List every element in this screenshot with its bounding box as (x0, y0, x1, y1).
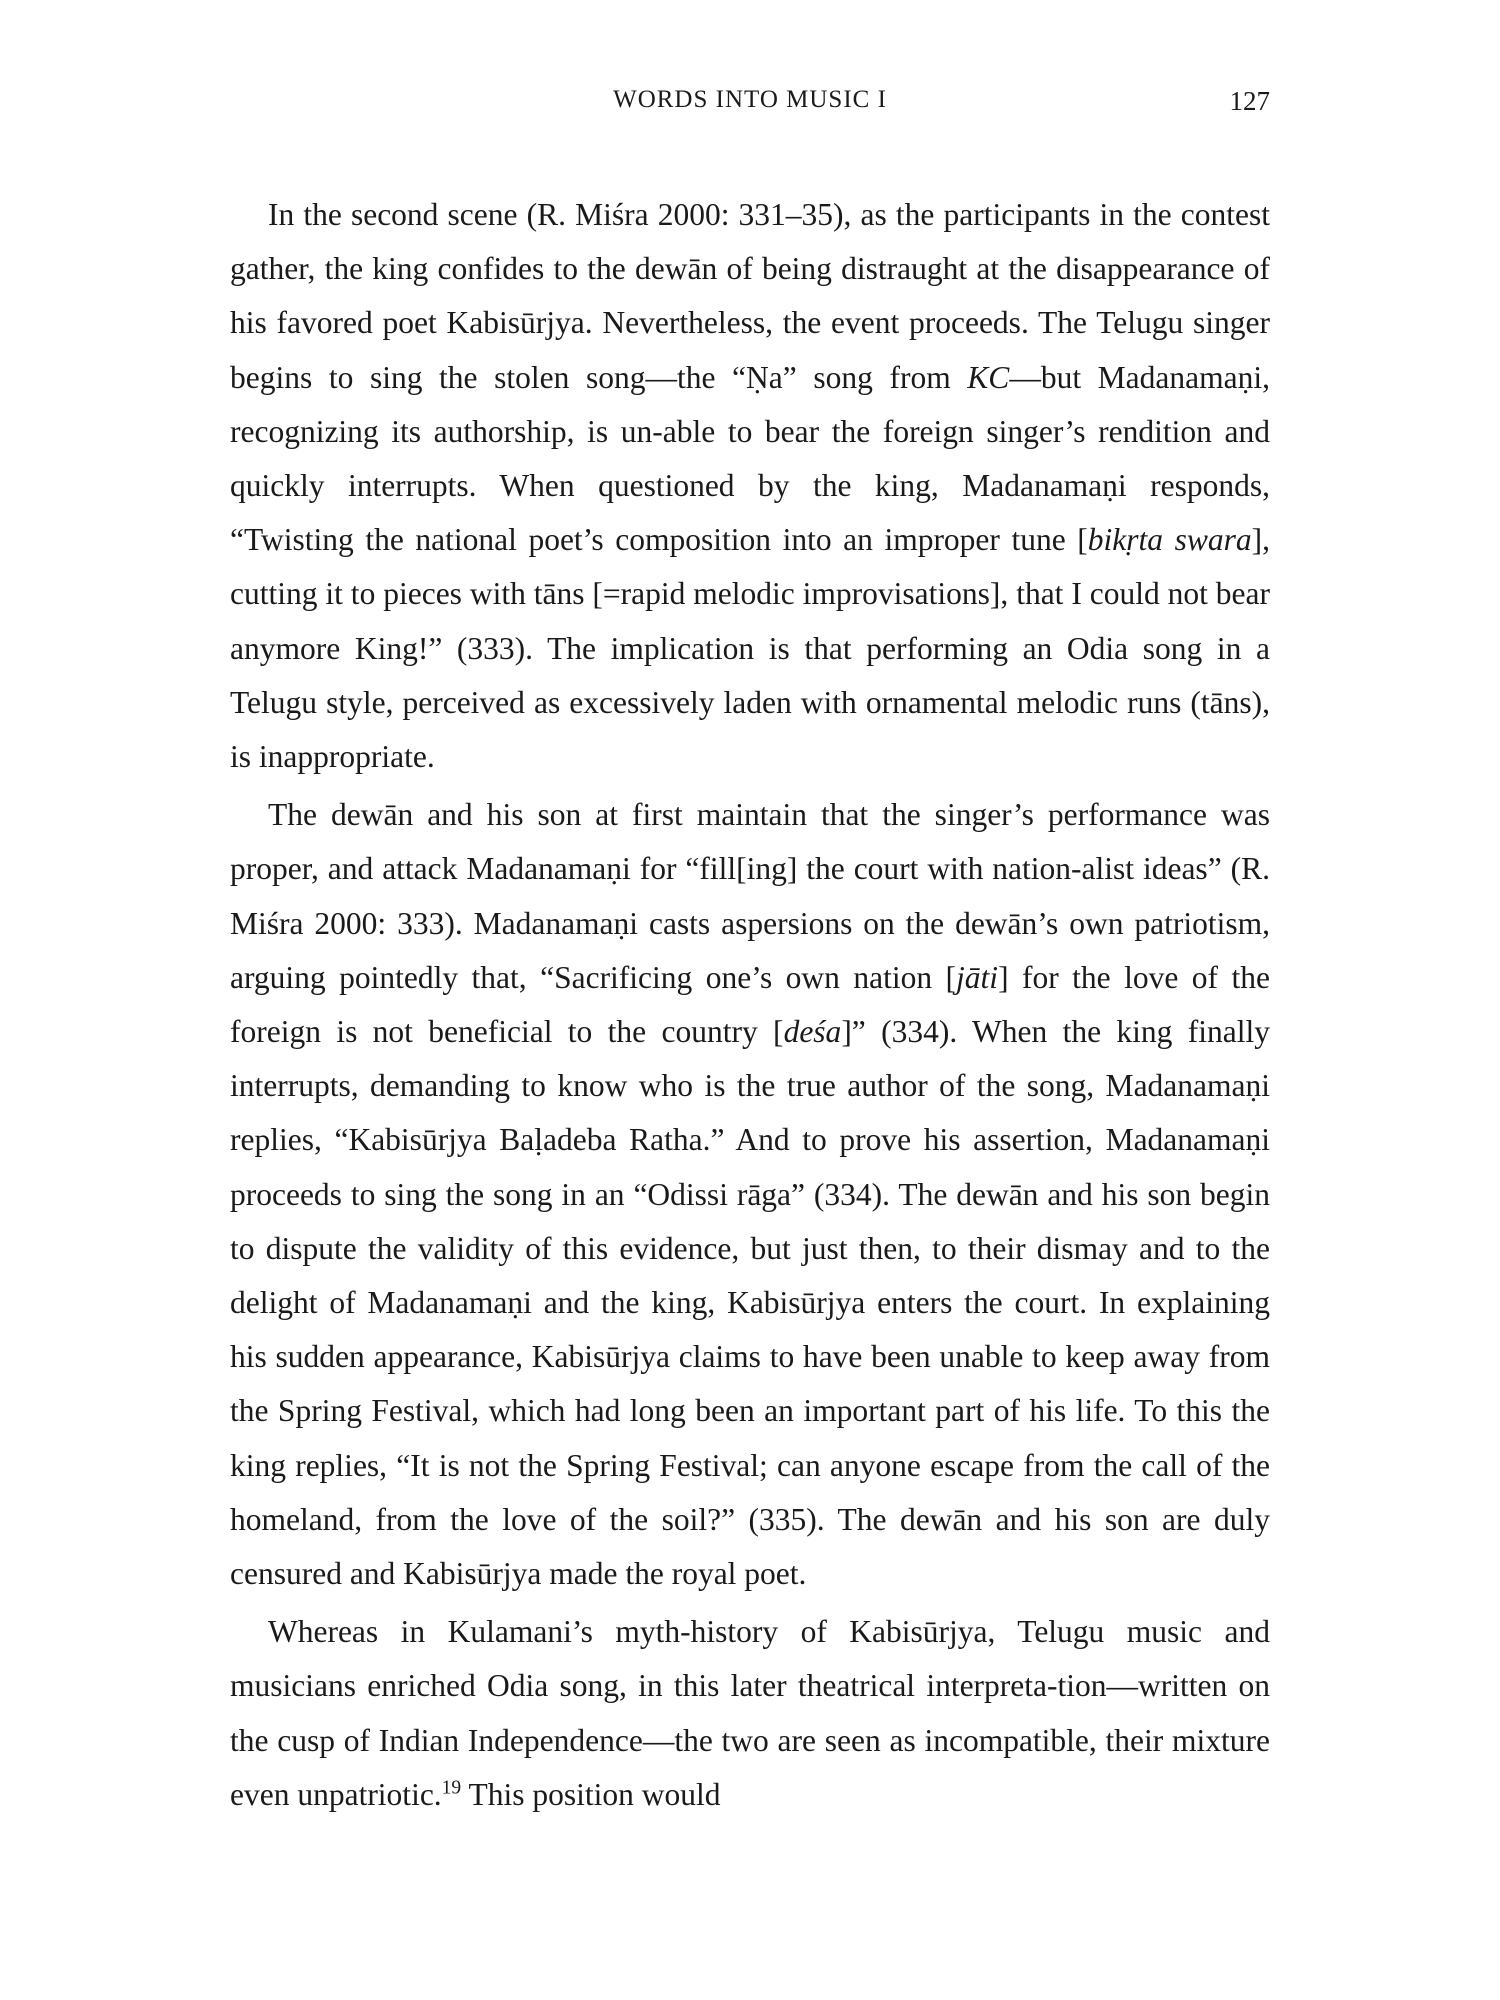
body-text (230, 188, 1270, 1822)
paragraph-1 (230, 188, 1270, 784)
paragraph-3-part-1: Whereas in Kulamani’s myth-history of Kabisūrjya, Telugu music and musicians enriched Odia song, in this later theatrical interpreta-tion—written on the cusp of Indian Independence—the two are seen as incompatible, their mixture even unpatriotic. (230, 1614, 1270, 1812)
paragraph-2-part-3: ]” (334). When the king finally interrupts, demanding to know who is the true author of the song, Madanamaṇi replies, “Kabisūrjya Baḷadeba Ratha.” And to prove his assertion, Madanamaṇi proceeds to sing the song in an “Odissi rāga” (334). The dewān and his son begin to dispute the validity of this evidence, but just then, to their dismay and to the delight of Madanamaṇi and the king, Kabisūrjya enters the court. In explaining his sudden appearance, Kabisūrjya claims to have been unable to keep away from the Spring Festival, which had long been an important part of his life. To this the king replies, “It is not the Spring Festival; can anyone escape from the call of the homeland, from the love of the soil?” (335). The dewān and his son are duly censured and Kabisūrjya made the royal poet. (230, 1014, 1270, 1592)
paragraph-1-part-3: ], cutting it to pieces with tāns [=rapid melodic improvisations], that I could not bear anymore King!” (333). The implication is that performing an Odia song in a Telugu style, perceived as excessively laden with ornamental melodic runs (tāns), is inappropriate. (230, 522, 1270, 775)
bikrta-swara-term: bikṛta swara (1087, 522, 1252, 558)
footnote-marker[interactable]: 19 (441, 1777, 462, 1799)
paragraph-3-part-2: This position would (461, 1776, 721, 1812)
paragraph-1-part-1: In the second scene (R. Miśra 2000: 331–35), as the participants in the contest gather, the king confides to the dewān of being distraught at the disappearance of his favored poet Kabisūrjya. Nevertheless, the event proceeds. The Telugu singer begins to sing the stolen song—the “Ṇa” song from (230, 197, 1270, 395)
running-head (230, 86, 1270, 126)
paragraph-2-part-1: The dewān and his son at first maintain that the singer’s performance was proper, and attack Madanamaṇi for “fill[ing] the court with nation-alist ideas” (R. Miśra 2000: 333). Madanamaṇi casts aspersions on the dewān’s own patriotism, arguing pointedly that, “Sacrificing one’s own nation [ (230, 797, 1270, 995)
paragraph-3 (230, 1605, 1270, 1822)
page-number: 127 (1229, 86, 1270, 116)
paragraph-1-part-2: —but Madanamaṇi, recognizing its authorship, is un-able to bear the foreign singer’s rendition and quickly interrupts. When questioned by the king, Madanamaṇi responds, “Twisting the national poet’s composition into an improper tune [ (230, 359, 1270, 558)
paragraph-2-part-2: ] for the love of the foreign is not beneficial to the country [ (230, 959, 1270, 1050)
jati-term: jāti (956, 959, 999, 995)
desa-term: deśa (783, 1014, 842, 1050)
running-title: WORDS INTO MUSIC I (613, 86, 887, 113)
kc-abbreviation: KC (967, 359, 1010, 395)
paragraph-2 (230, 788, 1270, 1601)
